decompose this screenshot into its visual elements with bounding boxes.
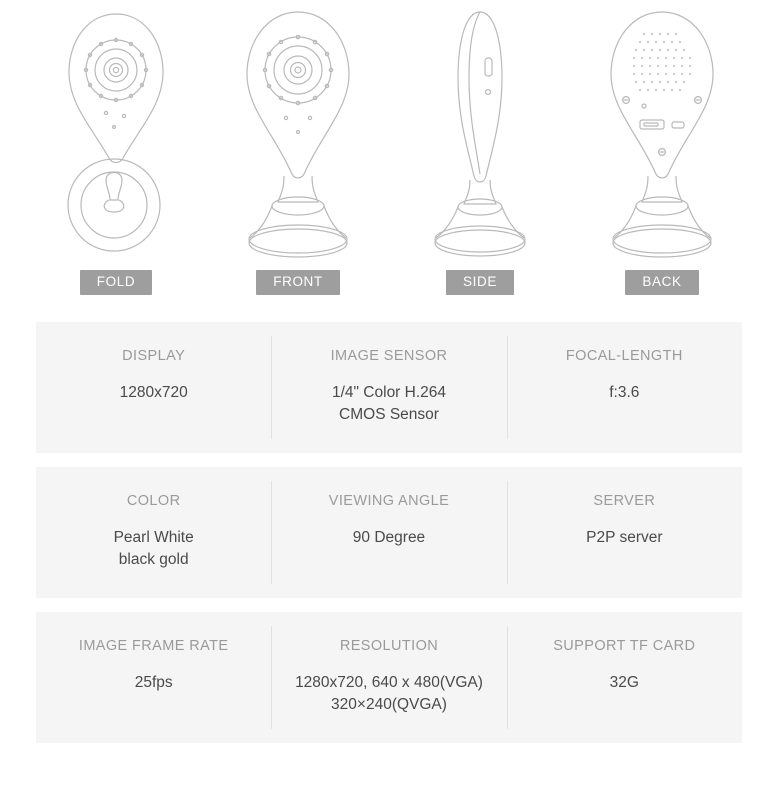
spec-value: [44, 527, 263, 572]
spec-title: VIEWING ANGLE: [328, 492, 450, 509]
camera-back-view-icon: [582, 0, 742, 270]
spec-cell-display: [36, 322, 271, 453]
spec-value: [279, 672, 498, 717]
product-view-fold: [36, 0, 196, 322]
spec-value-line2: black gold: [118, 551, 189, 569]
spec-cell-image-sensor: [271, 322, 506, 453]
spec-cell-image-frame-rate: [36, 612, 271, 743]
spec-block-2: [36, 467, 742, 598]
view-label-back: BACK: [625, 270, 698, 295]
spec-title: SUPPORT TF CARD: [553, 637, 696, 654]
spec-value-line1: 1/4" Color H.264: [331, 384, 447, 401]
spec-value-line1: 1280x720: [119, 384, 188, 401]
spec-value-line1: 90 Degree: [352, 528, 426, 546]
spec-value-line1: f:3.6: [609, 384, 640, 401]
spec-value-line2: 320×240(QVGA): [331, 696, 447, 714]
camera-folded-view-icon: [36, 0, 196, 270]
view-label-side: SIDE: [446, 270, 514, 295]
spec-block-3: [36, 612, 742, 743]
product-views-row: [0, 0, 778, 322]
product-view-front: [218, 0, 378, 322]
view-label-fold: FOLD: [80, 270, 152, 295]
spec-value-line1: Pearl White: [113, 528, 194, 546]
camera-front-view-icon: [218, 0, 378, 270]
spec-cell-focal-length: [507, 322, 742, 453]
spec-value: [44, 672, 263, 694]
spec-title: IMAGE SENSOR: [330, 348, 448, 364]
spec-value-line1: 25fps: [134, 673, 173, 691]
spec-value: [515, 672, 734, 694]
spec-title: DISPLAY: [122, 348, 186, 364]
spec-title: RESOLUTION: [339, 637, 439, 654]
camera-side-view-icon: [400, 0, 560, 270]
bottom-spacer: [0, 757, 778, 787]
spec-cell-resolution: [271, 612, 506, 743]
spec-title: IMAGE FRAME RATE: [78, 637, 229, 654]
spec-value: [279, 527, 498, 549]
spec-value: [44, 382, 263, 404]
spec-title: COLOR: [126, 492, 181, 509]
spec-cell-support-tf-card: [507, 612, 742, 743]
product-view-side: [400, 0, 560, 322]
view-label-front: FRONT: [256, 270, 340, 295]
spec-cell-viewing-angle: [271, 467, 506, 598]
spec-value-line2: CMOS Sensor: [339, 406, 439, 424]
spec-value-line1: 32G: [609, 673, 639, 691]
spec-cell-color: [36, 467, 271, 598]
spec-title: SERVER: [593, 492, 656, 509]
spec-value-line1: 1280x720, 640 x 480(VGA): [295, 673, 483, 691]
spec-value: [279, 382, 498, 427]
spec-title: FOCAL-LENGTH: [565, 348, 683, 364]
spec-block-1: [36, 322, 742, 453]
spec-cell-server: [507, 467, 742, 598]
spec-value: [515, 382, 734, 404]
spec-value-line1: P2P server: [586, 528, 663, 546]
product-view-back: [582, 0, 742, 322]
spec-value: [515, 527, 734, 549]
